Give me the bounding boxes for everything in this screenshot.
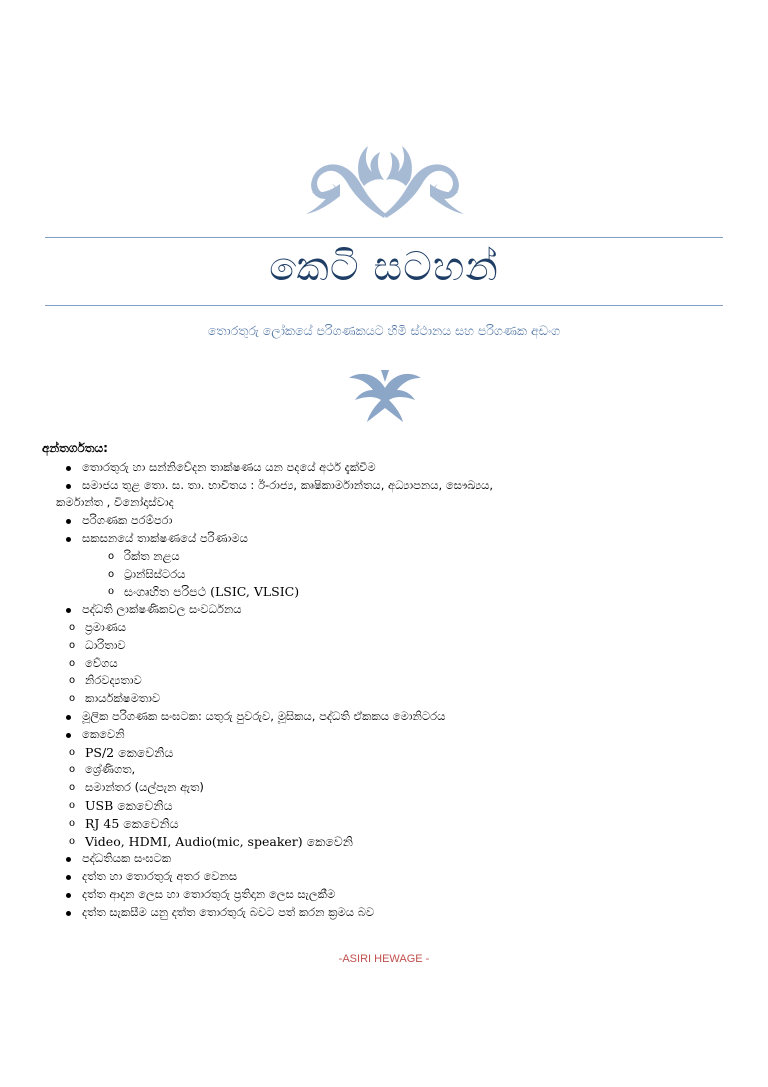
sublist-item: o ට්‍රාන්සිස්ටරය [104, 566, 732, 584]
sublist-item: o සමාන්තර (යල්පැන ඇත) [65, 779, 732, 797]
list-item: දත්ත හා තොරතුරු අතර වෙනස [42, 868, 732, 886]
sublist-item: o ශ්‍රේණිගත, [65, 761, 732, 779]
sublist-item: o USB කෙවෙනිය [65, 797, 732, 815]
list-item: තොරතුරු හා සන්නිවේදන තාක්ෂණය යන පදයේ අර්ථ දැක්වීම [42, 459, 732, 477]
floral-ornament-icon [300, 140, 470, 230]
list-item: සමාජය තුළ තො. ස. තා. භාවිතය : ඊ-රාජ්‍ය, කෘෂිකාර්මාන්තය, අධ්‍යාපනය, සෞඛ්‍යය, කර්මාන්ත , විනෝදාස්වාද [42, 477, 732, 513]
list-item: දත්ත ආදාන ලෙස හා තොරතුරු ප්‍රතිදාන ලෙස සැලකීම [42, 886, 732, 904]
sublist-item: o නිරවද්‍යතාව [65, 672, 732, 690]
sublist-item: o කාර්යක්ෂමතාව [65, 690, 732, 708]
contents-section [42, 440, 732, 922]
sublist-item: o PS/2 කෙවෙනිය [65, 744, 732, 762]
list-item: පද්ධති ලාක්ෂණිකවල සංවර්ධනය o ප්‍රමාණය o ධාරිතාව o වේගය o නිරවද්‍යතාව o කාර්යක්ෂමතාව [42, 601, 732, 708]
top-divider [45, 237, 723, 238]
list-item: දත්ත සැකසීම යනු දත්ත තොරතුරු බවට පත් කරන ක්‍රමය බව [42, 904, 732, 922]
list-item: සකසනයේ තාක්ෂණයේ පරිණාමය o රික්ත නළය o ට්‍රාන්සිස්ටරය o සංගෘහිත පරිපථ (LSIC, VLSIC) [42, 530, 732, 601]
contents-heading: අන්තර්ගතය: [42, 441, 108, 455]
features-sublist [65, 619, 732, 708]
page-title: කෙටි සටහන් [269, 244, 499, 290]
list-item: කෙවෙනි o PS/2 කෙවෙනිය o ශ්‍රේණිගත, o සමාන්තර (යල්පැන ඇත) o USB කෙවෙනිය o RJ 45 කෙවෙනිය o Video, HDMI, Audio(mic, speaker) කෙවෙනි [42, 726, 732, 851]
sublist-item: o ප්‍රමාණය [65, 619, 732, 637]
list-item: මූලික පරිගණක සංඝටක: යතුරු පුවරුව, මූසිකය, පද්ධති ඒකකය මොනිටරය [42, 708, 732, 726]
bottom-divider [45, 305, 723, 306]
contents-list [42, 459, 732, 922]
list-item: පරිගණක පරම්පරා [42, 512, 732, 530]
sublist-item: o Video, HDMI, Audio(mic, speaker) කෙවෙනි [65, 833, 732, 851]
ports-sublist [65, 744, 732, 851]
fleur-ornament-icon [345, 368, 425, 424]
list-item: පද්ධතියක සංඝටක [42, 850, 732, 868]
sublist-item: o සංගෘහිත පරිපථ (LSIC, VLSIC) [104, 583, 732, 601]
sublist-item: o රික්ත නළය [104, 548, 732, 566]
processor-sublist [82, 548, 732, 601]
sublist-item: o වේගය [65, 655, 732, 673]
page-subtitle: තොරතුරු ලෝකයේ පරිගණකයට හිමි ස්ථානය සහ පරිගණක අඩංග [207, 323, 561, 338]
sublist-item: o RJ 45 කෙවෙනිය [65, 815, 732, 833]
sublist-item: o ධාරිතාව [65, 637, 732, 655]
author-footer: -ASIRI HEWAGE - [338, 953, 430, 965]
